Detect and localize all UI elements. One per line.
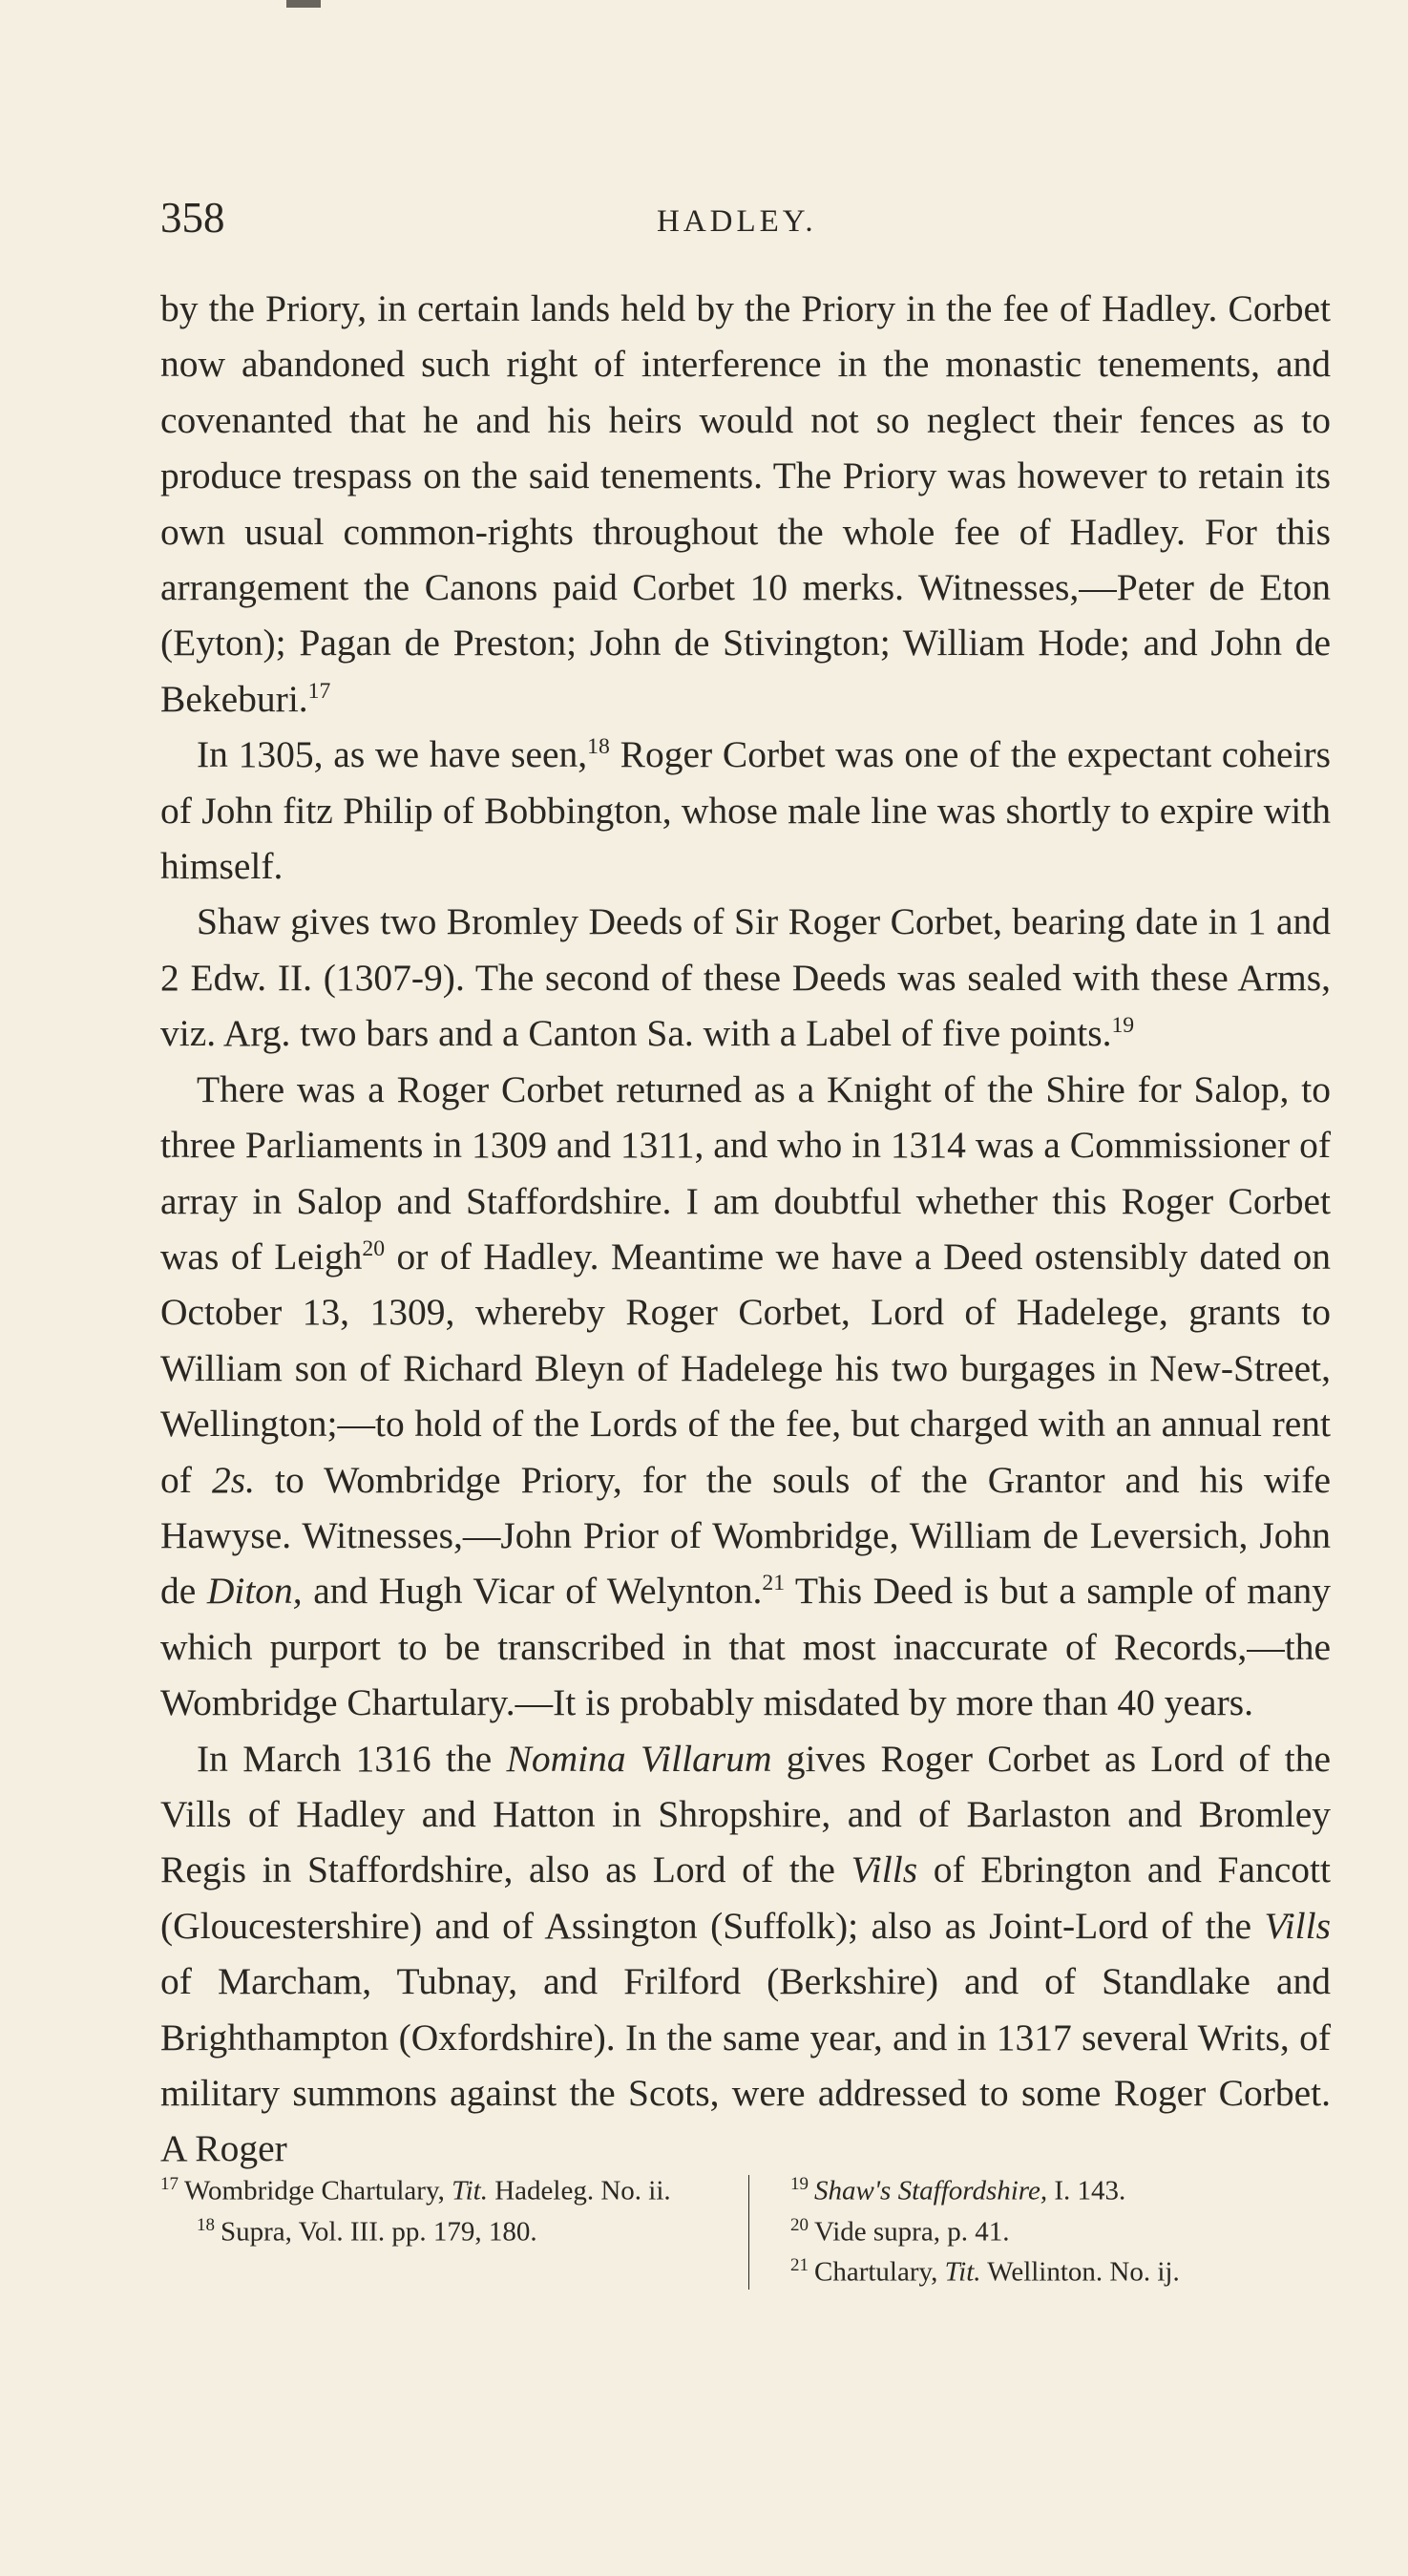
text-run: gives Roger Corbet as Lord of the Vills of Hadley and Hatton in Shropshire, and of Barlaston and Bromley Regis in Staffordshire, also as Lord of the: [160, 1737, 1331, 1891]
footnote-17: [160, 2167, 714, 2208]
footnotes-right-column: [790, 2167, 1331, 2290]
paragraph-1: [160, 281, 1331, 727]
text-run: In March 1316 the: [197, 1737, 507, 1780]
footnote-18: [160, 2208, 714, 2249]
text-run: In 1305, as we have seen,: [197, 733, 588, 776]
text-run: There was a Roger Corbet returned as a Knight of the Shire for Salop, to three Parliaments in 1309 and 1311, and who in 1314 was a Commissioner of array in Salop and Staffordshire. I am doubtful whether this Roger Corbet was of Leigh: [160, 1067, 1331, 1277]
footnote-italic: Tit.: [452, 2175, 488, 2206]
paragraph-2: [160, 727, 1331, 894]
text-run: of Marcham, Tubnay, and Frilford (Berkshire) and of Standlake and Brighthampton (Oxfordshire). In the same year, and in 1317 several Writs, of military summons against the Scots, were addressed to some Roger Corbet. A Roger: [160, 1960, 1331, 2170]
footnote-text: I. 143.: [1047, 2175, 1126, 2206]
text-run: to Wombridge Priory, for the souls of the Grantor and his wife Hawyse. Witnesses,—John Prior of Wombridge, William de Leversich, John de: [160, 1458, 1332, 1613]
text-run: This Deed is but a sample of many which purport to be transcribed in that most inaccurate of Records,—the Wombridge Chartulary.—It is probably misdated by more than 40 years.: [160, 1570, 1331, 1724]
text-run: by the Priory, in certain lands held by the Priory in the fee of Hadley. Corbet now abandoned such right of interference in the monastic tenements, and covenanted that he and his heirs would not so neglect their fences as to produce trespass on the said tenements. The Priory was however to retain its own usual common-rights throughout the whole fee of Hadley. For this arrangement the Canons paid Corbet 10 merks. Witnesses,—Peter de Eton (Eyton); Pagan de Preston; John de Stivington; William Hode; and John de Bekeburi.: [160, 287, 1331, 720]
footnote-text: Vide supra, p. 41.: [814, 2216, 1010, 2248]
text-run: or of Hadley. Meantime we have a Deed ostensibly dated on October 13, 1309, whereby Roger Corbet, Lord of Hadelege, grants to William son of Richard Bleyn of Hadelege his two burgages in New-Street, Wellington;—to hold of the Lords of the fee, but charged with an annual rent of: [160, 1235, 1331, 1501]
paragraph-3: [160, 894, 1331, 1061]
italic-run: Vills: [851, 1848, 918, 1891]
scan-mark: [286, 0, 321, 8]
footnote-text: Supra, Vol. III. pp. 179, 180.: [221, 2216, 537, 2248]
footnote-divider: [748, 2175, 749, 2290]
footnote-ref: 20: [362, 1235, 386, 1261]
footnotes-left-column: [160, 2167, 714, 2249]
text-run: Roger Corbet was one of the expectant coheirs of John fitz Philip of Bobbington, whose male line was shortly to expire with himself.: [160, 733, 1331, 888]
paragraph-5: [160, 1731, 1331, 2177]
footnote-number: 18: [197, 2214, 215, 2235]
footnote-number: 19: [790, 2174, 809, 2194]
body-text: [160, 281, 1331, 2177]
footnote-21: [790, 2249, 1331, 2290]
italic-run: 2s.: [211, 1458, 255, 1501]
footnote-number: 17: [160, 2174, 179, 2194]
footnote-text: Chartulary,: [814, 2256, 945, 2288]
footnote-text: Wellinton. No. ij.: [980, 2256, 1180, 2288]
paragraph-4: [160, 1062, 1331, 1731]
footnote-number: 20: [790, 2214, 809, 2235]
footnote-ref: 17: [307, 678, 331, 704]
text-run: Shaw gives two Bromley Deeds of Sir Roger Corbet, bearing date in 1 and 2 Edw. II. (1307-9). The second of these Deeds was sealed with these Arms, viz. Arg. two bars and a Canton Sa. with a Label of five points.: [160, 900, 1331, 1055]
footnote-number: 21: [790, 2255, 809, 2276]
italic-run: Diton,: [206, 1570, 303, 1613]
footnote-italic: Tit.: [944, 2256, 981, 2288]
page-number: 358: [160, 194, 225, 242]
italic-run: Vills: [1264, 1904, 1331, 1947]
footnote-italic: Shaw's Staffordshire,: [814, 2175, 1048, 2206]
italic-run: Nomina Villarum: [506, 1737, 772, 1780]
footnote-text: Hadeleg. No. ii.: [487, 2175, 671, 2206]
text-run: of Ebrington and Fancott (Gloucestershire) and of Assington (Suffolk); also as Joint-Lord of the: [160, 1848, 1331, 1947]
footnote-19: [790, 2167, 1331, 2208]
text-run: and Hugh Vicar of Welynton.: [302, 1570, 763, 1613]
footnote-20: [790, 2208, 1331, 2249]
footnote-ref: 18: [587, 734, 610, 760]
running-title: HADLEY.: [657, 204, 817, 239]
footnotes: [160, 2167, 1331, 2320]
footnote-text: Wombridge Chartulary,: [184, 2175, 452, 2206]
footnote-ref: 21: [762, 1571, 786, 1596]
page-header: [160, 189, 1317, 246]
footnote-ref: 19: [1111, 1013, 1135, 1039]
